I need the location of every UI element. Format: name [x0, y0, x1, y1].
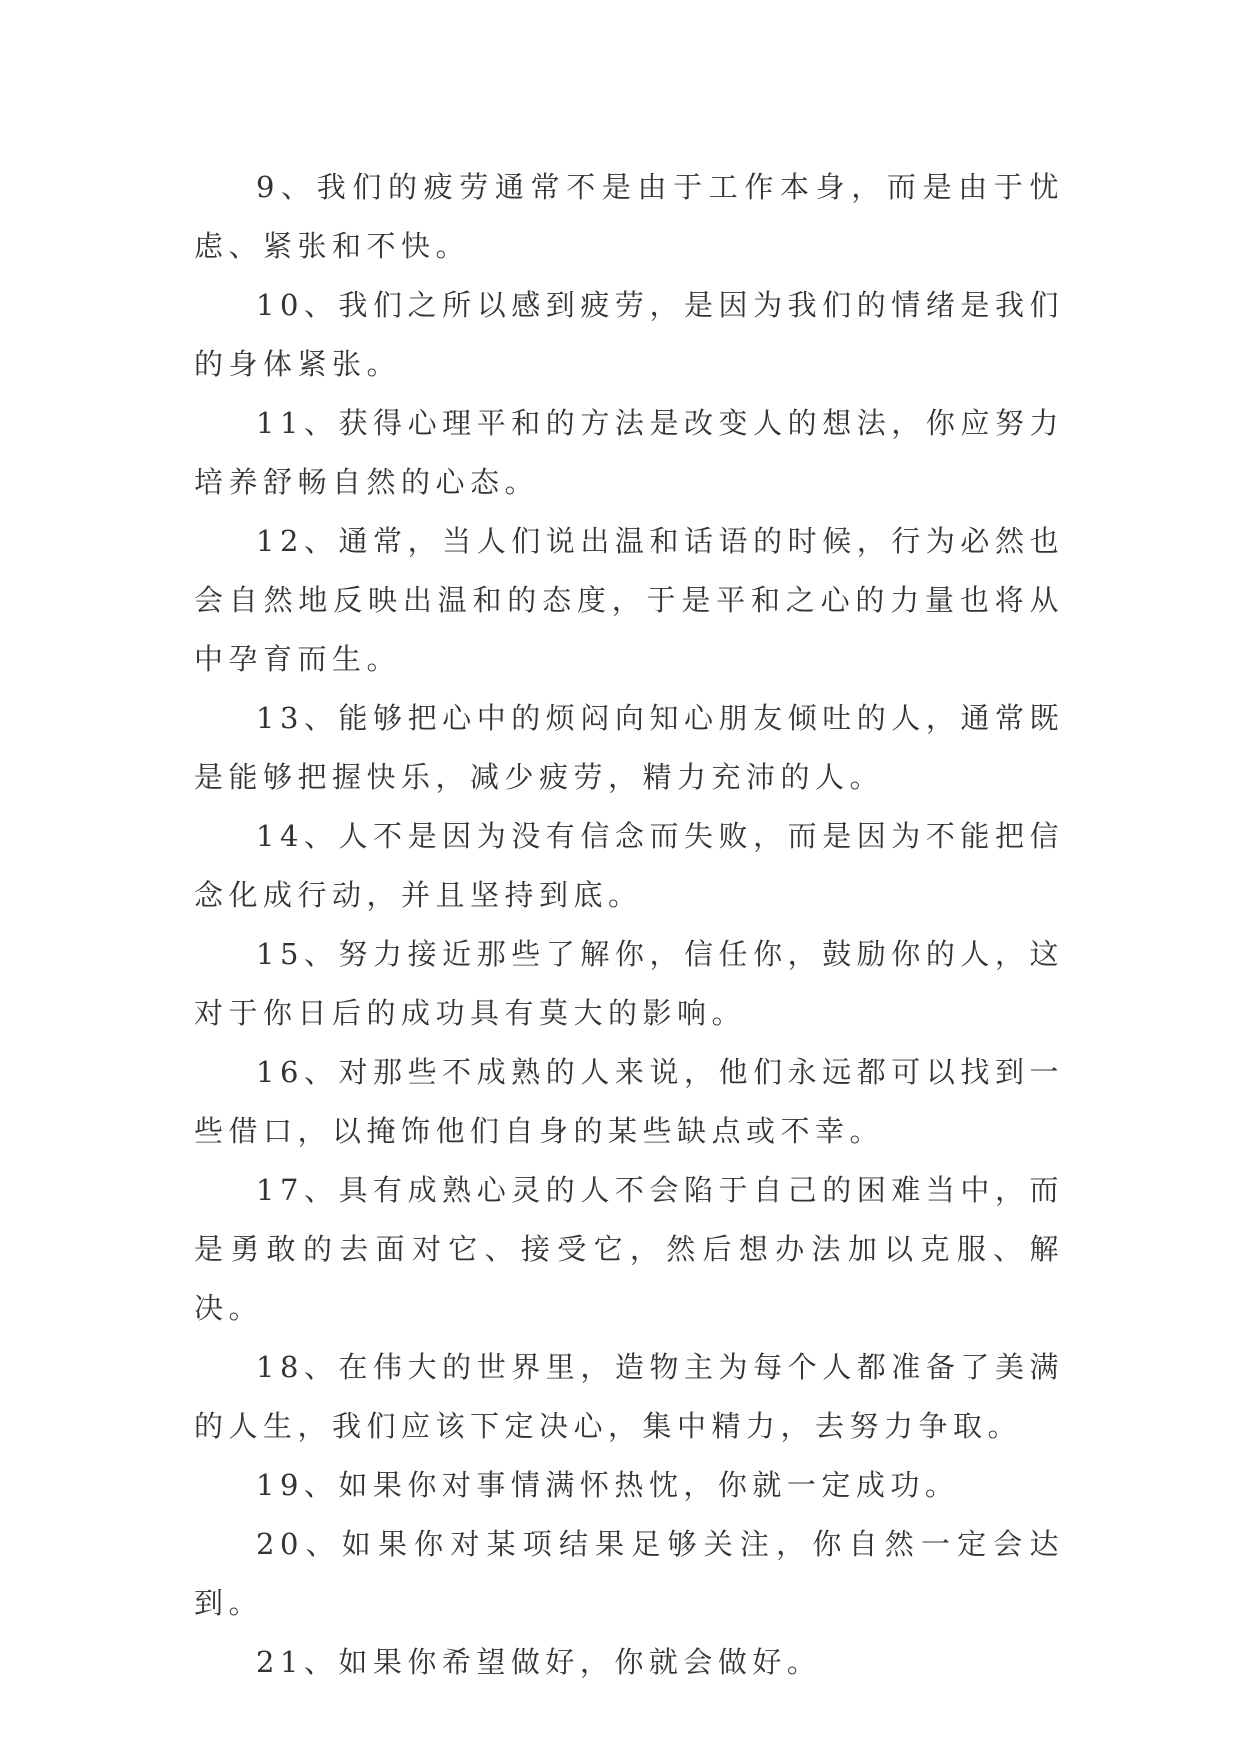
quote-paragraph-9: 9、我们的疲劳通常不是由于工作本身，而是由于忧虑、紧张和不快。: [194, 170, 1064, 263]
quote-paragraph-13: 13、能够把心中的烦闷向知心朋友倾吐的人，通常既是能够把握快乐，减少疲劳，精力充沛的人。: [194, 701, 1064, 794]
quote-paragraph-11: 11、获得心理平和的方法是改变人的想法，你应努力培养舒畅自然的心态。: [194, 406, 1064, 499]
quote-paragraph-14: 14、人不是因为没有信念而失败，而是因为不能把信念化成行动，并且坚持到底。: [194, 819, 1064, 912]
document-body: [194, 158, 1064, 1692]
quote-paragraph-10: 10、我们之所以感到疲劳，是因为我们的情绪是我们的身体紧张。: [194, 288, 1064, 381]
quote-paragraph-15: 15、努力接近那些了解你，信任你，鼓励你的人，这对于你日后的成功具有莫大的影响。: [194, 937, 1064, 1030]
quote-paragraph-12: 12、通常，当人们说出温和话语的时候，行为必然也会自然地反映出温和的态度，于是平和之心的力量也将从中孕育而生。: [194, 524, 1064, 676]
quote-paragraph-17: 17、具有成熟心灵的人不会陷于自己的困难当中，而是勇敢的去面对它、接受它，然后想办法加以克服、解决。: [194, 1173, 1064, 1325]
quote-paragraph-20: 20、如果你对某项结果足够关注，你自然一定会达到。: [194, 1527, 1064, 1620]
quote-paragraph-16: 16、对那些不成熟的人来说，他们永远都可以找到一些借口，以掩饰他们自身的某些缺点或不幸。: [194, 1055, 1064, 1148]
quote-paragraph-21: 21、如果你希望做好，你就会做好。: [256, 1645, 822, 1679]
quote-paragraph-19: 19、如果你对事情满怀热忱，你就一定成功。: [256, 1468, 960, 1502]
quote-paragraph-18: 18、在伟大的世界里，造物主为每个人都准备了美满的人生，我们应该下定决心，集中精力，去努力争取。: [194, 1350, 1064, 1443]
